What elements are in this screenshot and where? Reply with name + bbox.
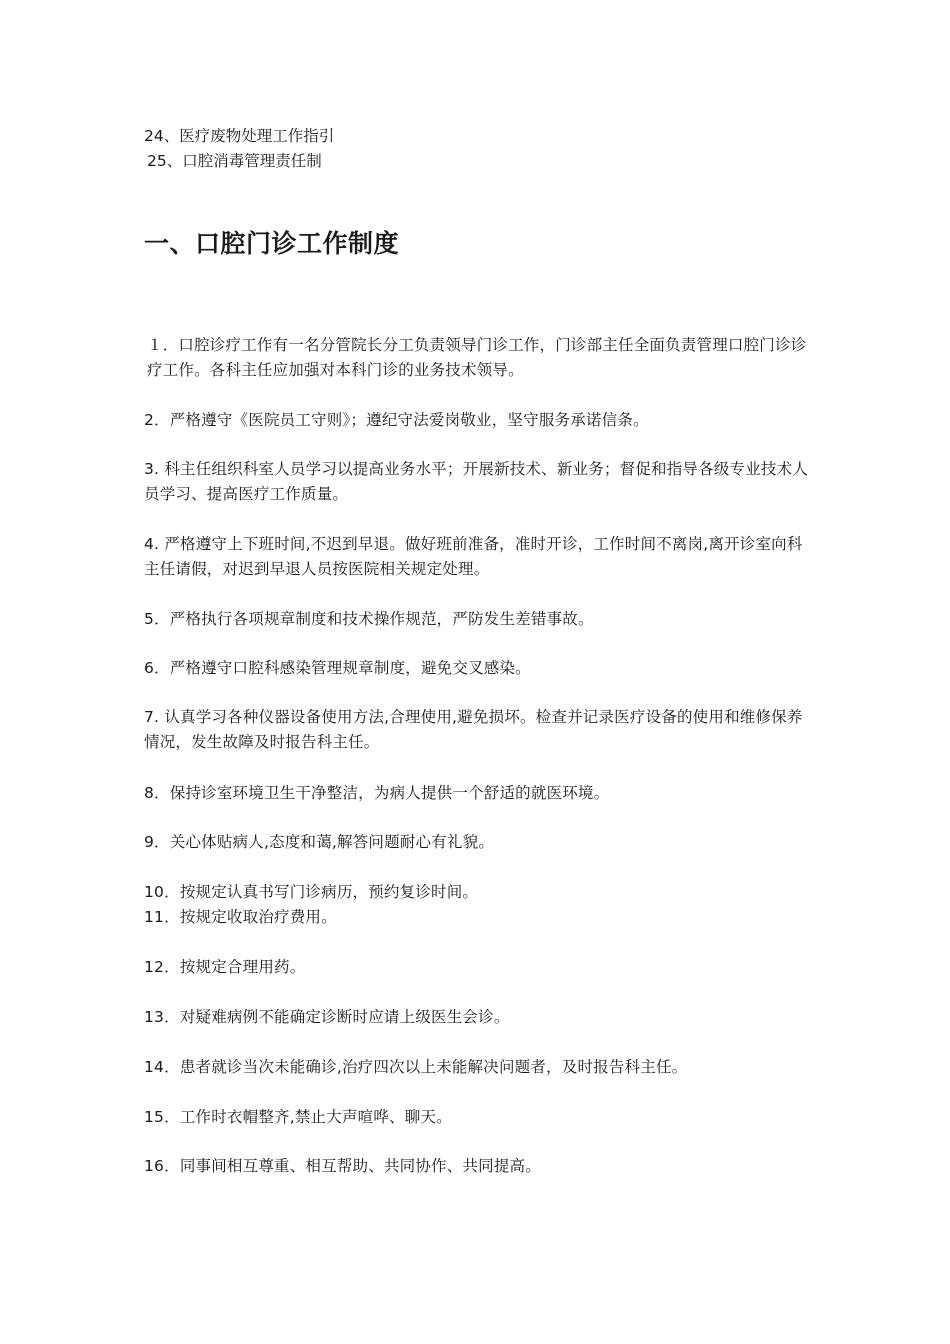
rule-item: 13．对疑难病例不能确定诊断时应请上级医生会诊。 bbox=[144, 1008, 510, 1026]
rule-item: 8．保持诊室环境卫生干净整洁，为病人提供一个舒适的就医环境。 bbox=[144, 784, 610, 802]
rule-item: 2．严格遵守《医院员工守则》；遵纪守法爱岗敬业，坚守服务承诺信条。 bbox=[144, 411, 649, 429]
rule-item: 10．按规定认真书写门诊病历，预约复诊时间。 bbox=[144, 883, 479, 901]
rule-item: 16．同事间相互尊重、相互帮助、共同协作、共同提高。 bbox=[144, 1157, 541, 1175]
rule-item: １．口腔诊疗工作有一名分管院长分工负责领导门诊工作，门诊部主任全面负责管理口腔门诊诊疗工作。各科主任应加强对本科门诊的业务技术领导。 bbox=[147, 336, 807, 379]
rule-item: 11．按规定收取治疗费用。 bbox=[144, 908, 337, 926]
rule-item: 12．按规定合理用药。 bbox=[144, 958, 306, 976]
rule-item: 9．关心体贴病人,态度和蔼,解答问题耐心有礼貌。 bbox=[144, 833, 495, 851]
rule-item: 5．严格执行各项规章制度和技术操作规范，严防发生差错事故。 bbox=[144, 610, 594, 628]
toc-item-25: 25、口腔消毒管理责任制 bbox=[147, 152, 322, 170]
rule-item: 4. 严格遵守上下班时间,不迟到早退。做好班前准备，准时开诊，工作时间不离岗,离开诊室向科主任请假，对迟到早退人员按医院相关规定处理。 bbox=[144, 535, 803, 578]
rule-item: 14．患者就诊当次未能确诊,治疗四次以上未能解决问题者，及时报告科主任。 bbox=[144, 1058, 688, 1076]
section-title: 一、口腔门诊工作制度 bbox=[144, 229, 400, 258]
rule-item: 7. 认真学习各种仪器设备使用方法,合理使用,避免损坏。检查并记录医疗设备的使用和维修保养情况，发生故障及时报告科主任。 bbox=[144, 708, 803, 751]
toc-item-24: 24、医疗废物处理工作指引 bbox=[144, 127, 335, 145]
rule-item: 3. 科主任组织科室人员学习以提高业务水平；开展新技术、新业务；督促和指导各级专业技术人员学习、提高医疗工作质量。 bbox=[144, 460, 809, 503]
rule-item: 15．工作时衣帽整齐,禁止大声喧哗、聊天。 bbox=[144, 1108, 452, 1126]
rule-item: 6．严格遵守口腔科感染管理规章制度，避免交叉感染。 bbox=[144, 659, 531, 677]
